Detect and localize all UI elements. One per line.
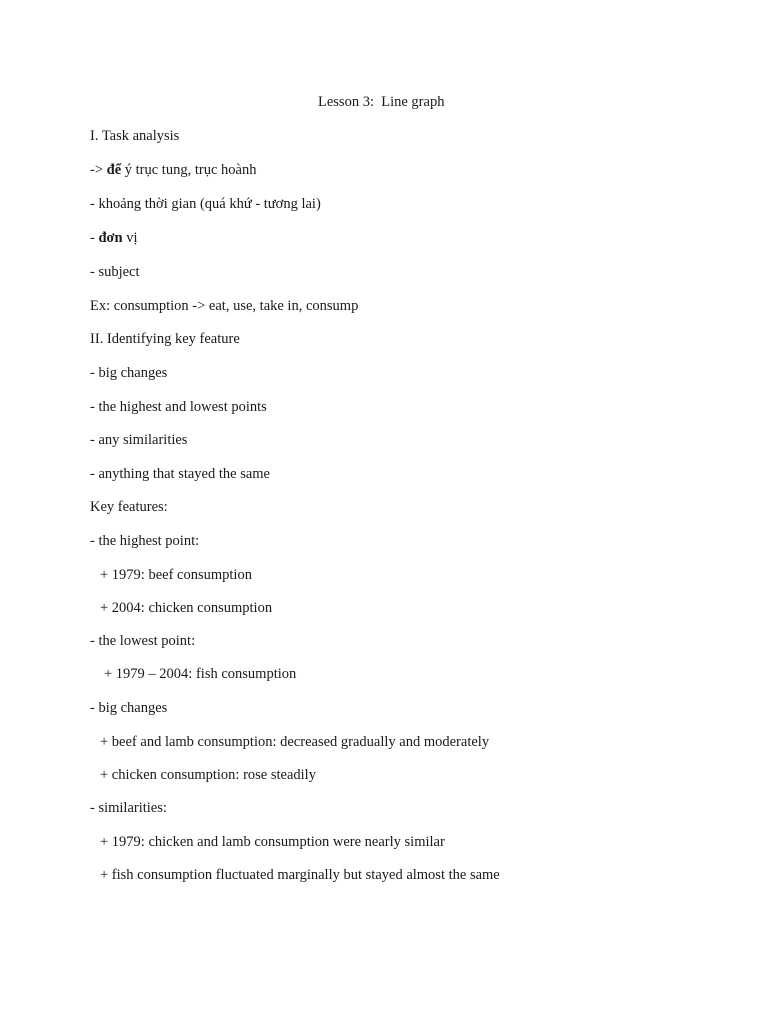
sub-bullet-2004-chicken: + 2004: chicken consumption: [100, 600, 273, 616]
bullet-rest: ý trục tung, trục hoành: [121, 162, 257, 178]
bullet-rest: vị: [122, 230, 138, 246]
bullet-highest-point: - the highest point:: [90, 533, 200, 549]
bullet-unit: [90, 229, 138, 247]
bullet-subject: - subject: [90, 264, 140, 280]
sub-bullet-1979-beef: + 1979: beef consumption: [100, 567, 252, 583]
bullet-prefix: ->: [90, 162, 107, 178]
example-line: Ex: consumption -> eat, use, take in, consump: [90, 298, 359, 314]
bullet-lowest-point: - the lowest point:: [90, 633, 196, 649]
bullet-similarities: - any similarities: [90, 432, 188, 448]
sub-bullet-chicken-lamb: + 1979: chicken and lamb consumption were nearly similar: [100, 834, 445, 850]
bullet-time-period: - khoảng thời gian (quá khứ - tương lai): [90, 196, 321, 212]
bullet-similarities-2: - similarities:: [90, 800, 167, 816]
bullet-stayed-same: - anything that stayed the same: [90, 466, 270, 482]
page-title: Lesson 3: Line graph: [318, 94, 445, 110]
bullet-prefix: -: [90, 230, 99, 246]
sub-bullet-beef-lamb: + beef and lamb consumption: decreased gradually and moderately: [100, 734, 490, 750]
key-features-heading: Key features:: [90, 499, 168, 515]
bullet-highest-lowest: - the highest and lowest points: [90, 399, 267, 415]
section-heading-key-feature: II. Identifying key feature: [90, 331, 240, 347]
section-heading-task-analysis: I. Task analysis: [90, 128, 180, 144]
sub-bullet-fish: + 1979 – 2004: fish consumption: [104, 666, 297, 682]
bold-word: đơn: [98, 230, 123, 246]
bullet-axis-note: [90, 161, 256, 179]
bullet-big-changes: - big changes: [90, 365, 168, 381]
bold-word: để: [106, 162, 122, 178]
sub-bullet-fish-fluctuated: + fish consumption fluctuated marginally but stayed almost the same: [100, 867, 500, 883]
sub-bullet-chicken-rose: + chicken consumption: rose steadily: [100, 767, 316, 783]
bullet-big-changes-2: - big changes: [90, 700, 168, 716]
